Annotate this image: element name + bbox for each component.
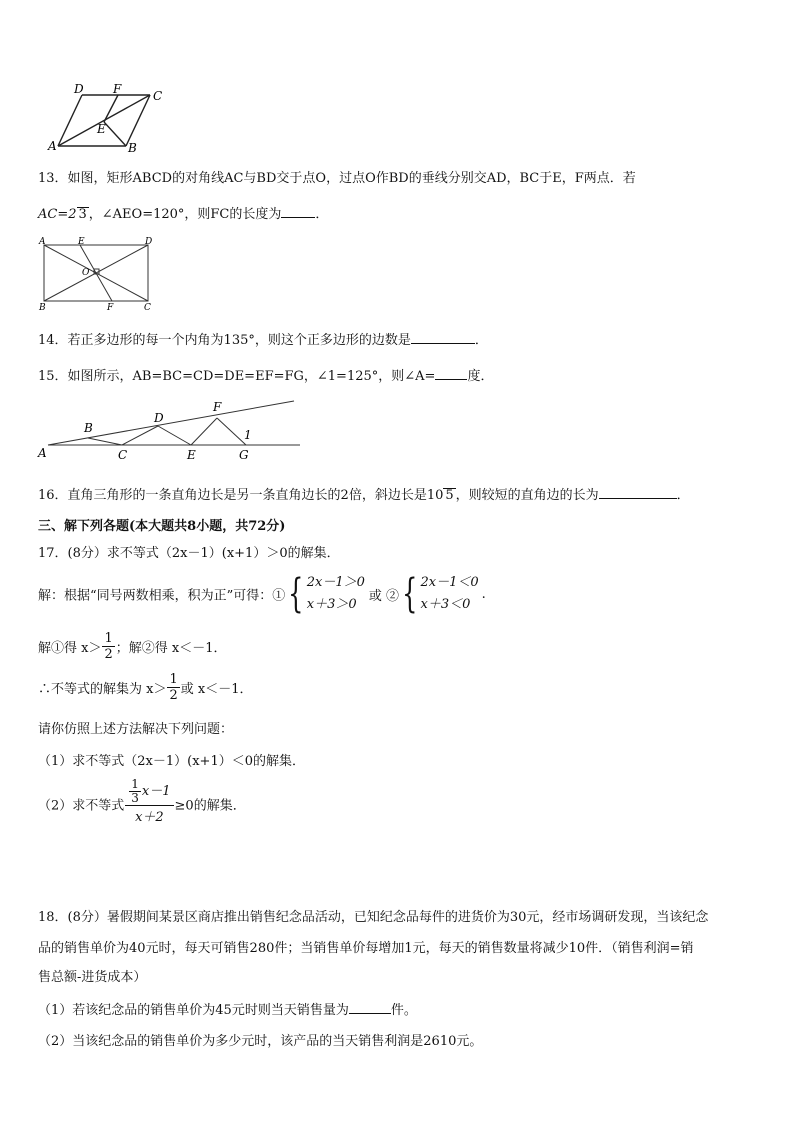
q16-root: 5 [445,488,454,503]
q14-end: ． [474,333,488,348]
q13-end: ． [315,207,329,222]
rect-label-c: C [144,303,151,312]
half-num-2: 1 [169,672,178,687]
q13-answer-blank[interactable] [281,205,315,218]
system-1 [307,572,365,616]
system-2-eq-b: x＋3＜0 [420,597,471,612]
label-e: E [97,122,106,136]
rect-label-a: A [39,237,46,247]
system-end: . [481,586,486,602]
q13-line2 [38,203,328,222]
brace-1: { [288,571,304,617]
q17-sol-prefix: 解：根据“同号两数相乘，积为正”可得：① [38,588,286,604]
rectangle-figure [34,236,160,312]
complex-num [125,778,173,806]
q18-p1-a: （1）若该纪念品的销售单价为45元时则当天销售量为 [38,1003,349,1018]
q17-part2 [38,778,246,830]
q17-title: 17．(8分）求不等式（2x－1）(x+1）＞0的解集． [38,546,340,561]
complex-num-rest: x－1 [141,784,171,799]
q18-answer-blank[interactable] [349,1001,391,1014]
chain-label-f: F [213,400,222,414]
chain-label-c: C [118,448,128,462]
label-b: B [128,141,137,154]
q17-or: 或 ② [368,588,400,604]
half-den-2: 2 [169,688,178,703]
chain-label-e: E [187,448,196,462]
step1-a: 解①得 x＞ [38,641,102,656]
brace-2: { [402,571,418,617]
chain-label-b: B [84,421,93,435]
label-d: D [74,82,84,96]
q18-line3: 售总额-进货成本） [38,970,147,985]
rect-label-o: O [82,268,90,278]
q15-answer-blank[interactable] [435,367,467,380]
q16-text: 16．直角三角形的一条直角边长是另一条直角边长的2倍，斜边长是10 [38,488,444,503]
q15 [38,365,493,384]
q16-rest: ，则较短的直角边的长为 [455,488,599,503]
parallelogram-figure [40,78,180,154]
rect-label-b: B [39,303,46,312]
system-1-eq-b: x＋3＞0 [306,597,357,612]
label-a: A [48,139,57,153]
third-den: 3 [131,791,139,805]
q18-line1: 18．(8分）暑假期间某景区商店推出销售纪念品活动，已知纪念品每件的进货价为30元，经市场调研发现，当该纪念 [38,910,709,925]
system-2-eq-a: 2x－1＜0 [420,575,479,590]
rect-label-d: D [145,237,153,247]
system-2 [421,572,479,616]
q13-rest: ，∠AEO=120°，则FC的长度为 [88,207,282,222]
q17-instruction: 请你仿照上述方法解决下列问题： [38,722,234,737]
third-num: 1 [131,777,139,791]
p2-a: （2）求不等式 [38,798,125,814]
chain-label-angle1: 1 [244,428,252,442]
q17-part1: （1）求不等式（2x－1）(x+1）＜0的解集． [38,754,305,769]
fraction-half [102,631,114,662]
q18-part2: （2）当该纪念品的销售单价为多少元时，该产品的当天销售利润是2610元。 [38,1034,483,1049]
q18-line2: 品的销售单价为40元时，每天可销售280件；当销售单价每增加1元，每天的销售数量将减少10件．（销售利润=销 [38,941,694,956]
chain-label-d: D [154,411,164,425]
q17-step1 [38,631,227,662]
chain-label-a: A [38,446,47,460]
q14-answer-blank[interactable] [411,331,475,344]
q17-solution [38,572,486,616]
q17-conclusion [38,672,253,703]
fraction-half-2 [167,672,179,703]
concl-b: 或 x＜－1． [180,682,253,697]
q14 [38,329,488,348]
step1-b: ；解②得 x＜－1． [115,641,227,656]
q13-ac: AC=2 [38,207,77,222]
third [129,778,141,805]
complex-den: x＋2 [135,810,164,825]
system-1-eq-a: 2x－1＞0 [306,575,365,590]
q15-end: 度． [467,369,494,384]
q18-part1 [38,999,417,1018]
q13-root: 3 [78,207,87,222]
q16-end: ． [676,488,690,503]
q15-text: 15．如图所示，AB=BC=CD=DE=EF=FG，∠1=125°，则∠A= [38,369,436,384]
complex-fraction [125,778,173,830]
half-num: 1 [104,631,113,646]
q16 [38,484,690,503]
half-den: 2 [104,647,113,662]
section-3-title: 三、解下列各题(本大题共8小题，共72分) [38,519,286,534]
q13-line1: 13．如图，矩形ABCD的对角线AC与BD交于点O，过点O作BD的垂线分别交AD，BC于E，F两点．若 [38,171,636,186]
chain-label-g: G [239,448,249,462]
p2-b: ≥0的解集． [174,798,246,814]
concl-a: ∴不等式的解集为 x＞ [38,682,167,697]
label-f: F [113,82,122,96]
label-c: C [153,89,163,103]
q14-text: 14．若正多边形的每一个内角为135°，则这个正多边形的边数是 [38,333,411,348]
q16-answer-blank[interactable] [599,486,677,499]
angle-chain-figure [36,394,306,464]
q18-p1-b: 件。 [390,1003,417,1018]
rect-label-f: F [107,303,114,312]
rect-label-e: E [78,237,85,247]
